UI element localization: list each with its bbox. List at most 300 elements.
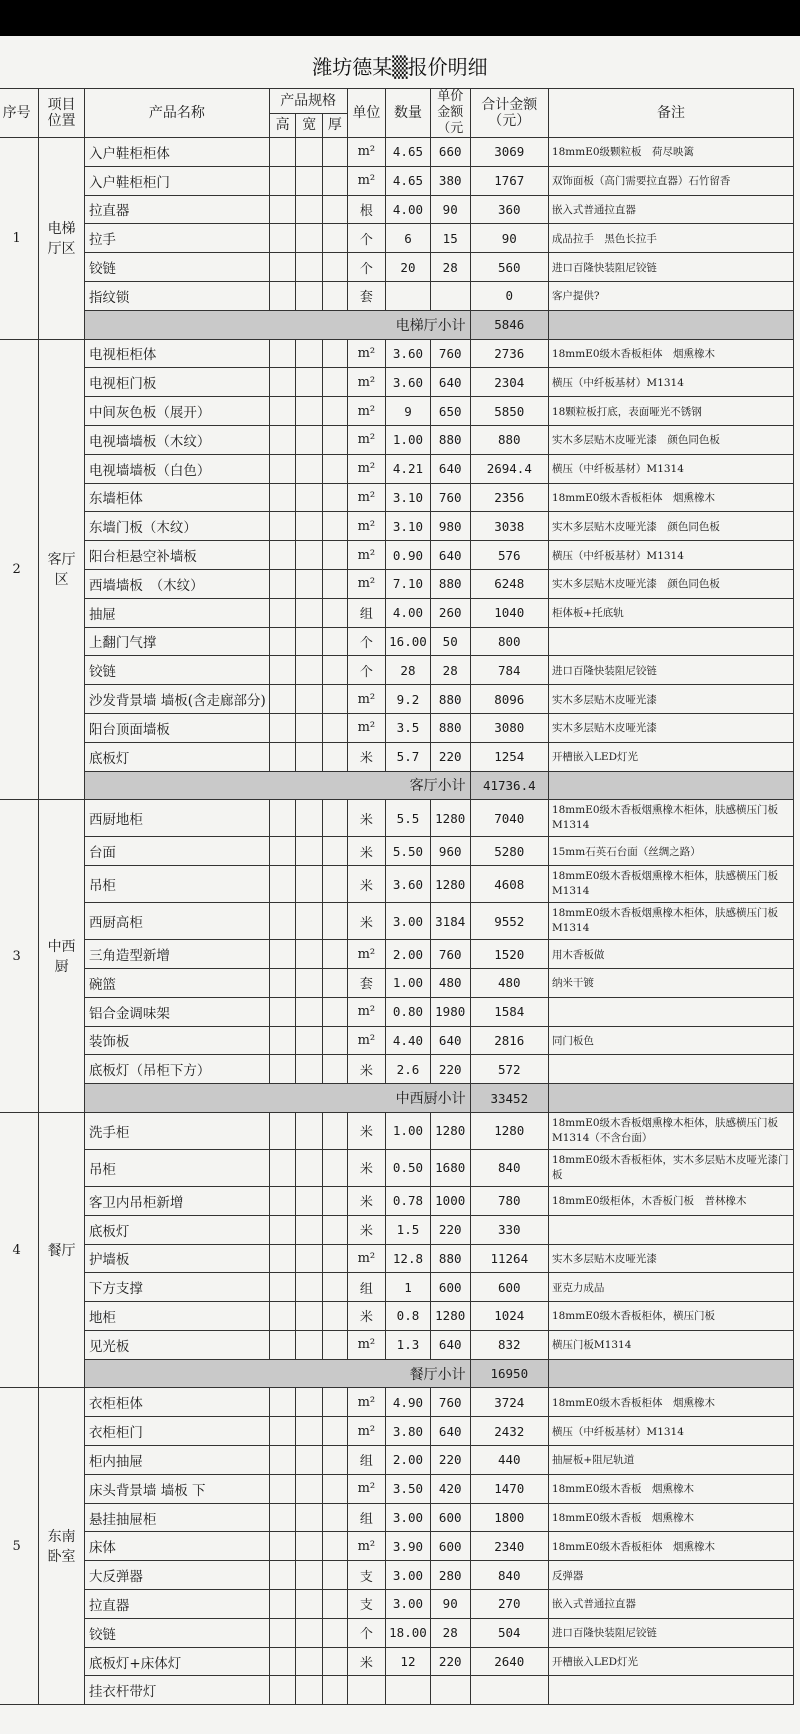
note (548, 1676, 793, 1705)
spec-height (269, 713, 296, 742)
subtotal-note (548, 1084, 793, 1113)
line-total: 1040 (470, 598, 548, 627)
unit-price: 600 (430, 1273, 470, 1302)
table-row (0, 166, 794, 195)
note: 18mmE0级木香板柜体 烟熏橡木 (548, 1532, 793, 1561)
spec-height (269, 1026, 296, 1055)
note: 进口百隆快装阻尼铰链 (548, 656, 793, 685)
table-row (0, 1244, 794, 1273)
spec-depth (323, 997, 348, 1026)
unit: m² (347, 483, 386, 512)
spec-height (269, 1388, 296, 1417)
unit: m² (347, 454, 386, 483)
line-total: 90 (470, 224, 548, 253)
spec-depth (323, 1676, 348, 1705)
note: 嵌入式普通拉直器 (548, 195, 793, 224)
spec-depth (323, 368, 348, 397)
unit: m² (347, 166, 386, 195)
line-total: 576 (470, 541, 548, 570)
table-row (0, 1302, 794, 1331)
note: 开槽嵌入LED灯光 (548, 742, 793, 771)
quantity: 4.90 (386, 1388, 431, 1417)
unit-price: 1280 (430, 1112, 470, 1149)
unit: 米 (347, 1186, 386, 1215)
table-row (0, 541, 794, 570)
unit: m² (347, 1388, 386, 1417)
subtotal-value: 16950 (470, 1359, 548, 1388)
unit-price: 220 (430, 742, 470, 771)
table-row (0, 281, 794, 310)
unit-price: 1280 (430, 800, 470, 837)
line-total: 840 (470, 1149, 548, 1186)
table-row (0, 1503, 794, 1532)
spec-depth (323, 742, 348, 771)
unit-price: 28 (430, 253, 470, 282)
note: 18mmE0级木香板烟熏橡木柜体，肤感横压门板M1314 (548, 866, 793, 903)
unit-price: 260 (430, 598, 470, 627)
subtotal-value: 41736.4 (470, 771, 548, 800)
spec-width (296, 866, 323, 903)
line-total: 2432 (470, 1417, 548, 1446)
unit: m² (347, 713, 386, 742)
unit: 米 (347, 1302, 386, 1331)
spec-depth (323, 800, 348, 837)
unit-price: 640 (430, 368, 470, 397)
spec-width (296, 1055, 323, 1084)
unit-price: 960 (430, 837, 470, 866)
unit: 米 (347, 1149, 386, 1186)
subtotal-label: 电梯厅小计 (84, 310, 470, 339)
note (548, 1055, 793, 1084)
table-row (0, 713, 794, 742)
spec-depth (323, 1055, 348, 1084)
spec-height (269, 742, 296, 771)
line-total: 800 (470, 627, 548, 656)
spec-depth (323, 1330, 348, 1359)
table-row (0, 1055, 794, 1084)
note (548, 627, 793, 656)
spec-depth (323, 1302, 348, 1331)
note: 客户提供? (548, 281, 793, 310)
unit-price: 220 (430, 1446, 470, 1475)
unit: 米 (347, 800, 386, 837)
quantity: 12 (386, 1647, 431, 1676)
spec-depth (323, 1112, 348, 1149)
spec-width (296, 368, 323, 397)
note: 横压门板M1314 (548, 1330, 793, 1359)
unit: m² (347, 940, 386, 969)
unit: m² (347, 1026, 386, 1055)
product-name: 衣柜柜体 (84, 1388, 269, 1417)
quantity: 3.60 (386, 368, 431, 397)
product-name: 护墙板 (84, 1244, 269, 1273)
quantity: 1.00 (386, 1112, 431, 1149)
note: 18mmE0级木香板柜体 烟熏橡木 (548, 339, 793, 368)
unit-price: 880 (430, 569, 470, 598)
table-row (0, 598, 794, 627)
spec-depth (323, 1503, 348, 1532)
unit: 个 (347, 224, 386, 253)
spec-width (296, 138, 323, 167)
line-total: 1470 (470, 1474, 548, 1503)
note: 成品拉手 黑色长拉手 (548, 224, 793, 253)
line-total: 2640 (470, 1647, 548, 1676)
unit-price: 880 (430, 1244, 470, 1273)
line-total: 2736 (470, 339, 548, 368)
unit-price: 600 (430, 1532, 470, 1561)
product-name: 底板灯 (84, 742, 269, 771)
note: 抽屉板+阻尼轨道 (548, 1446, 793, 1475)
note: 用木香板做 (548, 940, 793, 969)
product-name: 挂衣杆带灯 (84, 1676, 269, 1705)
unit: 米 (347, 1215, 386, 1244)
spec-depth (323, 1244, 348, 1273)
unit: m² (347, 1330, 386, 1359)
line-total: 600 (470, 1273, 548, 1302)
line-total: 2356 (470, 483, 548, 512)
spec-height (269, 1149, 296, 1186)
spec-width (296, 454, 323, 483)
note: 进口百隆快装阻尼铰链 (548, 253, 793, 282)
subtotal-row (0, 771, 794, 800)
subtotal-note (548, 310, 793, 339)
subtotal-row (0, 1084, 794, 1113)
spec-width (296, 166, 323, 195)
unit: m² (347, 138, 386, 167)
quantity (386, 281, 431, 310)
table-row (0, 1149, 794, 1186)
note: 18mmE0级木香板柜体，横压门板 (548, 1302, 793, 1331)
unit-price: 640 (430, 1026, 470, 1055)
spec-depth (323, 339, 348, 368)
spec-width (296, 627, 323, 656)
unit-price: 280 (430, 1561, 470, 1590)
document-title: 潍坊德某▒报价明细 (312, 55, 488, 79)
product-name: 碗篮 (84, 968, 269, 997)
spec-width (296, 1647, 323, 1676)
header-spec-width: 宽 (296, 113, 323, 138)
spec-width (296, 569, 323, 598)
product-name: 指纹锁 (84, 281, 269, 310)
line-total: 9552 (470, 903, 548, 940)
note: 18mmE0级木香板烟熏橡木柜体，肤感横压门板M1314 (548, 800, 793, 837)
line-total: 3080 (470, 713, 548, 742)
unit-price: 480 (430, 968, 470, 997)
quantity: 4.40 (386, 1026, 431, 1055)
header-note: 备注 (548, 89, 793, 138)
section-seq: 2 (0, 339, 39, 800)
quantity: 2.00 (386, 1446, 431, 1475)
spec-height (269, 1647, 296, 1676)
unit-price: 650 (430, 397, 470, 426)
quantity: 4.65 (386, 138, 431, 167)
spec-width (296, 1417, 323, 1446)
unit: 米 (347, 1647, 386, 1676)
line-total: 0 (470, 281, 548, 310)
line-total: 1800 (470, 1503, 548, 1532)
spec-width (296, 997, 323, 1026)
spec-depth (323, 713, 348, 742)
unit: 套 (347, 968, 386, 997)
spec-width (296, 1149, 323, 1186)
product-name: 拉直器 (84, 1590, 269, 1619)
table-row (0, 1186, 794, 1215)
spec-depth (323, 1149, 348, 1186)
spec-width (296, 1273, 323, 1302)
product-name: 大反弹器 (84, 1561, 269, 1590)
spec-width (296, 940, 323, 969)
line-total: 2816 (470, 1026, 548, 1055)
spec-height (269, 1055, 296, 1084)
note: 18mmE0级木香板柜体 烟熏橡木 (548, 483, 793, 512)
unit: m² (347, 685, 386, 714)
spec-width (296, 397, 323, 426)
product-name: 阳台顶面墙板 (84, 713, 269, 742)
note: 15mm石英石台面（丝绸之路） (548, 837, 793, 866)
spec-width (296, 656, 323, 685)
product-name: 下方支撑 (84, 1273, 269, 1302)
product-name: 东墙门板（木纹） (84, 512, 269, 541)
unit-price: 90 (430, 1590, 470, 1619)
spec-height (269, 569, 296, 598)
spec-height (269, 1676, 296, 1705)
product-name: 西厨高柜 (84, 903, 269, 940)
unit-price: 50 (430, 627, 470, 656)
product-name: 铰链 (84, 656, 269, 685)
table-row (0, 1647, 794, 1676)
unit-price: 880 (430, 713, 470, 742)
quantity: 20 (386, 253, 431, 282)
table-row (0, 1618, 794, 1647)
product-name: 吊柜 (84, 866, 269, 903)
spec-height (269, 166, 296, 195)
table-row (0, 837, 794, 866)
line-total: 784 (470, 656, 548, 685)
spec-height (269, 541, 296, 570)
unit-price: 28 (430, 656, 470, 685)
header-unit: 单位 (347, 89, 386, 138)
product-name: 抽屉 (84, 598, 269, 627)
note: 实木多层贴木皮哑光漆 (548, 713, 793, 742)
unit-price: 640 (430, 541, 470, 570)
table-row (0, 656, 794, 685)
spec-height (269, 1561, 296, 1590)
line-total: 270 (470, 1590, 548, 1619)
spec-height (269, 940, 296, 969)
quantity: 5.7 (386, 742, 431, 771)
unit: m² (347, 1474, 386, 1503)
note: 18mmE0级木香板 烟熏橡木 (548, 1474, 793, 1503)
quantity: 9 (386, 397, 431, 426)
spec-width (296, 1561, 323, 1590)
spec-depth (323, 1647, 348, 1676)
spec-height (269, 1215, 296, 1244)
spec-width (296, 1186, 323, 1215)
spec-width (296, 512, 323, 541)
spec-depth (323, 1561, 348, 1590)
note: 18颗粒板打底，表面哑光不锈钢 (548, 397, 793, 426)
quantity: 7.10 (386, 569, 431, 598)
product-name: 地柜 (84, 1302, 269, 1331)
spec-depth (323, 224, 348, 253)
quantity: 3.00 (386, 1503, 431, 1532)
quantity: 18.00 (386, 1618, 431, 1647)
unit-price: 760 (430, 940, 470, 969)
section-location: 中西厨 (39, 800, 85, 1113)
unit: 米 (347, 903, 386, 940)
product-name: 电视墙墙板（白色） (84, 454, 269, 483)
note: 18mmE0级木香板柜体，实木多层贴木皮哑光漆门板 (548, 1149, 793, 1186)
section-location: 电梯厅区 (39, 138, 85, 340)
spec-width (296, 685, 323, 714)
spec-height (269, 339, 296, 368)
unit-price: 760 (430, 1388, 470, 1417)
line-total: 1024 (470, 1302, 548, 1331)
line-total: 840 (470, 1561, 548, 1590)
table-row (0, 224, 794, 253)
subtotal-row (0, 310, 794, 339)
spec-height (269, 1417, 296, 1446)
unit: 个 (347, 627, 386, 656)
unit: 组 (347, 598, 386, 627)
quantity: 28 (386, 656, 431, 685)
spec-height (269, 1590, 296, 1619)
table-row (0, 800, 794, 837)
note: 纳米干镀 (548, 968, 793, 997)
line-total: 2304 (470, 368, 548, 397)
quantity: 4.21 (386, 454, 431, 483)
note: 18mmE0级木香板 烟熏橡木 (548, 1503, 793, 1532)
note: 反弹器 (548, 1561, 793, 1590)
header-qty: 数量 (386, 89, 431, 138)
spec-width (296, 1215, 323, 1244)
unit: 套 (347, 281, 386, 310)
quantity: 9.2 (386, 685, 431, 714)
quantity: 3.10 (386, 512, 431, 541)
quantity: 5.50 (386, 837, 431, 866)
quantity: 3.00 (386, 1561, 431, 1590)
table-row (0, 425, 794, 454)
product-name: 底板灯（吊柜下方） (84, 1055, 269, 1084)
product-name: 沙发背景墙 墙板(含走廊部分) (84, 685, 269, 714)
header-product: 产品名称 (84, 89, 269, 138)
spec-depth (323, 425, 348, 454)
unit-price: 640 (430, 1417, 470, 1446)
section-location: 东南卧室 (39, 1388, 85, 1705)
unit: m² (347, 569, 386, 598)
line-total: 5280 (470, 837, 548, 866)
spec-width (296, 1446, 323, 1475)
spec-height (269, 138, 296, 167)
table-row (0, 1215, 794, 1244)
unit-price: 1980 (430, 997, 470, 1026)
spec-depth (323, 483, 348, 512)
spec-height (269, 1618, 296, 1647)
note: 18mmE0级木香板柜体 烟熏橡木 (548, 1388, 793, 1417)
quantity: 4.00 (386, 195, 431, 224)
spec-depth (323, 253, 348, 282)
unit: 米 (347, 837, 386, 866)
product-name: 西厨地柜 (84, 800, 269, 837)
spec-height (269, 1330, 296, 1359)
note: 18mmE0级柜体，木香板门板 普林橡木 (548, 1186, 793, 1215)
spec-depth (323, 1215, 348, 1244)
spec-width (296, 713, 323, 742)
line-total: 832 (470, 1330, 548, 1359)
spec-depth (323, 541, 348, 570)
line-total: 11264 (470, 1244, 548, 1273)
table-row (0, 1026, 794, 1055)
header-spec-depth: 厚 (323, 113, 348, 138)
unit: 组 (347, 1446, 386, 1475)
spec-height (269, 1186, 296, 1215)
quantity: 3.5 (386, 713, 431, 742)
spec-depth (323, 627, 348, 656)
unit: 米 (347, 1055, 386, 1084)
note: 实木多层贴木皮哑光漆 (548, 685, 793, 714)
unit-price: 880 (430, 685, 470, 714)
line-total: 880 (470, 425, 548, 454)
header-price: 单价金额（元 (430, 89, 470, 138)
spec-height (269, 1273, 296, 1302)
subtotal-value: 33452 (470, 1084, 548, 1113)
section-seq: 1 (0, 138, 39, 340)
section-seq: 3 (0, 800, 39, 1113)
line-total: 7040 (470, 800, 548, 837)
product-name: 中间灰色板（展开） (84, 397, 269, 426)
spec-depth (323, 1026, 348, 1055)
unit: m² (347, 1417, 386, 1446)
unit-price: 660 (430, 138, 470, 167)
spec-height (269, 195, 296, 224)
spec-depth (323, 940, 348, 969)
spec-depth (323, 685, 348, 714)
quantity: 0.90 (386, 541, 431, 570)
quantity: 6 (386, 224, 431, 253)
spec-depth (323, 166, 348, 195)
spec-depth (323, 1417, 348, 1446)
quantity: 3.00 (386, 903, 431, 940)
spec-width (296, 1503, 323, 1532)
spec-height (269, 1446, 296, 1475)
table-row (0, 195, 794, 224)
unit-price: 1000 (430, 1186, 470, 1215)
unit-price: 28 (430, 1618, 470, 1647)
quantity: 1 (386, 1273, 431, 1302)
unit-price: 380 (430, 166, 470, 195)
line-total: 2340 (470, 1532, 548, 1561)
spec-width (296, 598, 323, 627)
unit-price: 1280 (430, 1302, 470, 1331)
unit: 支 (347, 1590, 386, 1619)
quantity: 1.00 (386, 425, 431, 454)
spec-height (269, 685, 296, 714)
table-row (0, 1330, 794, 1359)
spec-width (296, 541, 323, 570)
table-row (0, 940, 794, 969)
quantity: 3.00 (386, 1590, 431, 1619)
spec-height (269, 656, 296, 685)
note: 进口百隆快装阻尼铰链 (548, 1618, 793, 1647)
section-seq: 5 (0, 1388, 39, 1705)
spec-width (296, 281, 323, 310)
spec-width (296, 1302, 323, 1331)
line-total: 1767 (470, 166, 548, 195)
unit-price: 3184 (430, 903, 470, 940)
unit-price: 220 (430, 1055, 470, 1084)
unit-price: 640 (430, 1330, 470, 1359)
unit-price: 1280 (430, 866, 470, 903)
